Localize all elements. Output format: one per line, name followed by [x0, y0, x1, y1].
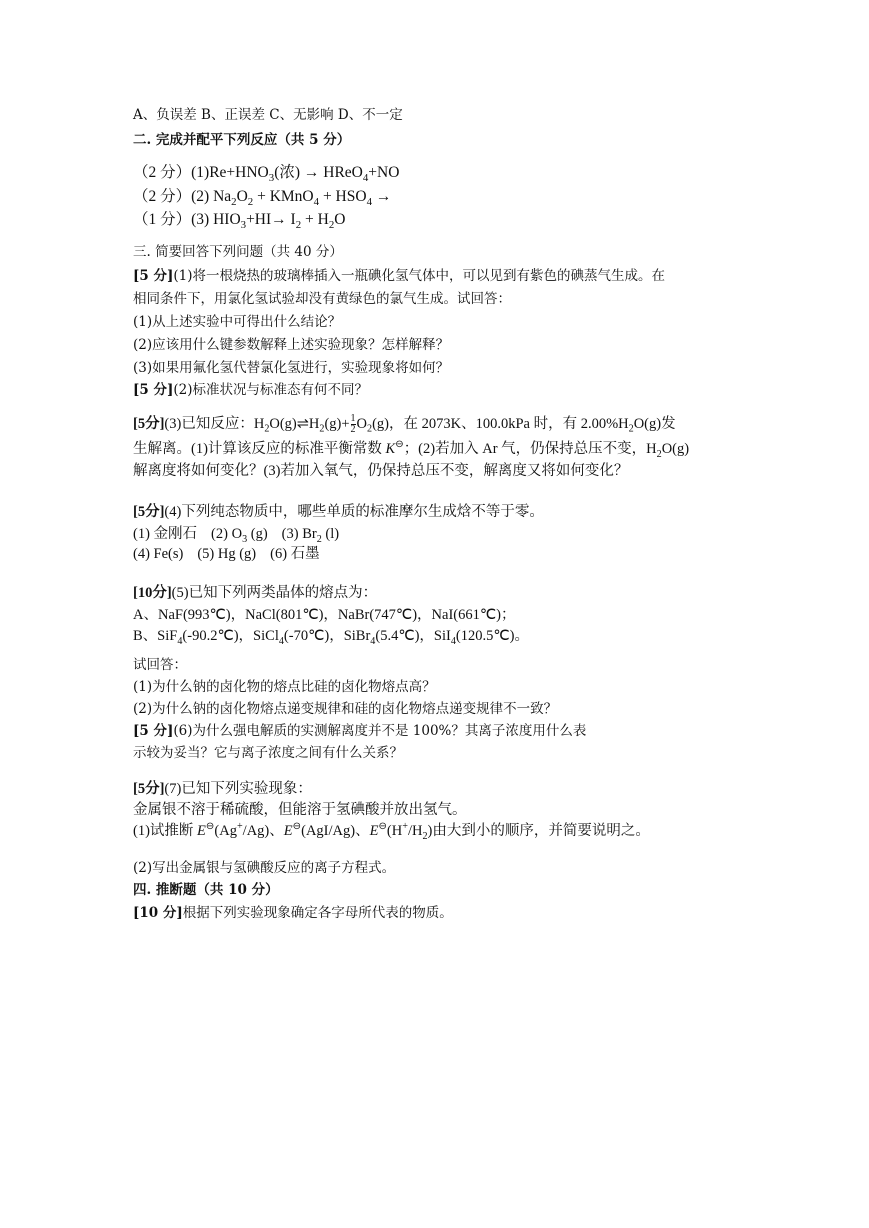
sub-question: (1)从上述实验中可得出什么结论？ — [133, 314, 342, 330]
question-6: [5 分](6)为什么强电解质的实测解离度并不是 100%？其离子浓度用什么表 — [133, 723, 587, 739]
question-3-cont: 生解离。(1)计算该反应的标准平衡常数 K⊖；(2)若加入 Ar 气，仍保持总压不变，$H_2O(g)$ — [133, 439, 690, 460]
question-7-part1: (1)试推断 E⊖(Ag+/Ag)、E⊖(AgI/Ag)、$E^⊖(H^+/H_2)$由大到小的顺序，并简要说明之。 — [133, 821, 650, 842]
equation-1: （2 分）$(1)Re+HNO_3$(浓) → HReO$_4$+NO — [133, 164, 400, 185]
section-3-heading: 三. 简要回答下列问题（共 40 分） — [133, 244, 343, 260]
section-4-heading: 四. 推断题（共 10 分） — [133, 882, 279, 898]
question-7-cont: 金属银不溶于稀硫酸，但能溶于氢碘酸并放出氢气。 — [133, 802, 467, 818]
score: （1 分） — [133, 211, 192, 228]
fraction: $\frac{1}{2}$ — [350, 413, 356, 435]
question-5: [10分](5)已知下列两类晶体的熔点为： — [133, 585, 378, 601]
substance-list: (4) Fe(s) (5) Hg (g) (6) 石墨 — [133, 546, 320, 562]
question-2: [5 分](2)标准状况与标准态有何不同？ — [133, 382, 368, 398]
question-8: [10 分]根据下列实验现象确定各字母所代表的物质。 — [133, 905, 453, 921]
options-line: A、负误差 B、正误差 C、无影响 D、不一定 — [133, 107, 403, 123]
question-1-cont: 相同条件下，用氯化氢试验却没有黄绿色的氯气生成。试回答： — [133, 291, 511, 307]
question-4: [5分](4)下列纯态物质中，哪些单质的标准摩尔生成焓不等于零。 — [133, 504, 544, 520]
sub-question: (2)为什么钠的卤化物熔点递变规律和硅的卤化物熔点递变规律不一致？ — [133, 701, 558, 717]
sub-question: (3)如果用氟化氢代替氯化氢进行，实验现象将如何？ — [133, 360, 450, 376]
melting-points-a: A、NaF(993℃)，NaCl(801℃)，NaBr(747℃)，NaI(661℃)； — [133, 607, 516, 623]
eq-text: (1)Re+HNO — [191, 164, 269, 181]
question-7: [5分](7)已知下列实验现象： — [133, 781, 312, 797]
question-6-cont: 示较为妥当？它与离子浓度之间有什么关系？ — [133, 745, 403, 761]
section-2-heading: 二. 完成并配平下列反应（共 5 分） — [133, 132, 351, 148]
score: （2 分） — [133, 164, 192, 181]
equation-3: （1 分）(3) $HIO_3+HI\to I_2 + H_2O$ — [133, 211, 346, 232]
question-7-part2: (2)写出金属银与氢碘酸反应的离子方程式。 — [133, 860, 396, 876]
question-3-cont: 解离度将如何变化？(3)若加入氧气，仍保持总压不变，解离度又将如何变化？ — [133, 463, 629, 479]
prompt: 试回答： — [133, 657, 187, 673]
question-1: [5 分](1)将一根烧热的玻璃棒插入一瓶碘化氢气体中，可以见到有紫色的碘蒸气生成。在 — [133, 268, 665, 284]
sub-question: (2)应该用什么键参数解释上述实验现象？怎样解释？ — [133, 337, 450, 353]
equation-2: （2 分）(2) $Na_2O_2$ + KMnO$_4$ + $HSO_4$ → — [133, 188, 392, 209]
question-3: [5分](3)已知反应：$H_2O(g)\rightleftharpoons H_2(g)+$ $\frac{1}{2}$ $O_2(g)$，在 2073K、100.0kPa 时，有 $2.00\%H_2O(g)$发 — [133, 413, 676, 435]
substance-list: (1) 金刚石 (2) $O_3$ (g) (3) $Br_2$ (l) — [133, 526, 340, 545]
sub-question: (1)为什么钠的卤化物的熔点比硅的卤化物熔点高？ — [133, 679, 436, 695]
melting-points-b: B、SiF$_4$(-90.2℃)，SiCl$_4$(-70℃)，SiBr$_4$(5.4℃)，SiI$_4$(120.5℃)。 — [133, 628, 529, 647]
score: （2 分） — [133, 188, 192, 205]
